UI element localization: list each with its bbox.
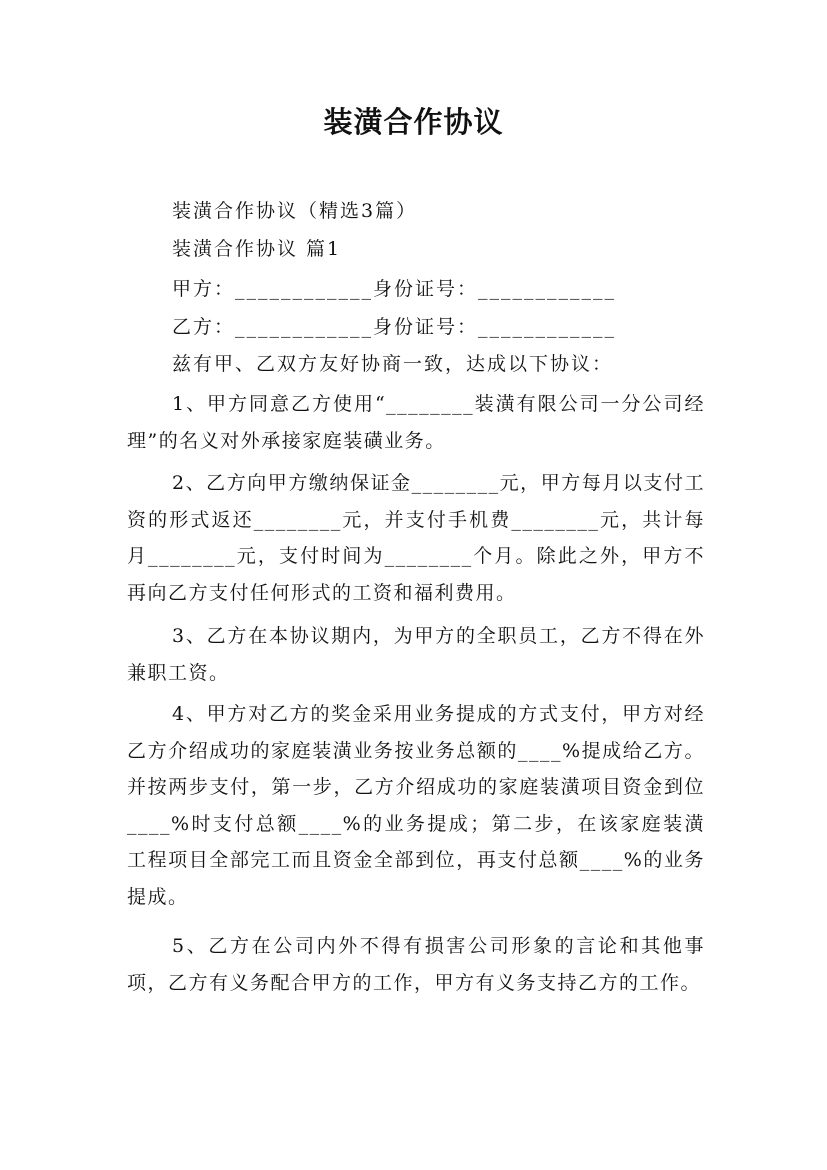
- party-b-line: 乙方：____________身份证号：____________: [172, 316, 617, 338]
- agreement-line: 兹有甲、乙双方友好协商一致，达成以下协议：: [172, 353, 614, 375]
- collection-title: 装潢合作协议（精选3篇）: [172, 200, 418, 222]
- party-a-line: 甲方：____________身份证号：____________: [172, 278, 617, 300]
- clause-4: 4、甲方对乙方的奖金采用业务提成的方式支付，甲方对经乙方介绍成功的家庭装潢业务按业务总额的____%提成给乙方。并按两步支付，第一步，乙方介绍成功的家庭装潢项目资金到位____%时支付总额____%的业务提成；第二步，在该家庭装潢工程项目全部完工而且资金全部到位，再支付总额____%的业务提成。: [127, 703, 705, 908]
- clause-1: 1、甲方同意乙方使用“________装潢有限公司一分公司经理”的名义对外承接家庭装磺业务。: [127, 393, 705, 452]
- document-title: 装潢合作协议: [323, 105, 504, 139]
- clause-5: 5、乙方在公司内外不得有损害公司形象的言论和其他事项，乙方有义务配合甲方的工作，甲方有义务支持乙方的工作。: [127, 935, 705, 994]
- clause-2: 2、乙方向甲方缴纳保证金________元，甲方每月以支付工资的形式返还________元，并支付手机费________元，共计每月________元，支付时间为________个月。除此之外，甲方不再向乙方支付任何形式的工资和福利费用。: [127, 472, 705, 604]
- article-heading: 装潢合作协议 篇1: [172, 238, 342, 260]
- clause-3: 3、乙方在本协议期内，为甲方的全职员工，乙方不得在外兼职工资。: [127, 625, 705, 684]
